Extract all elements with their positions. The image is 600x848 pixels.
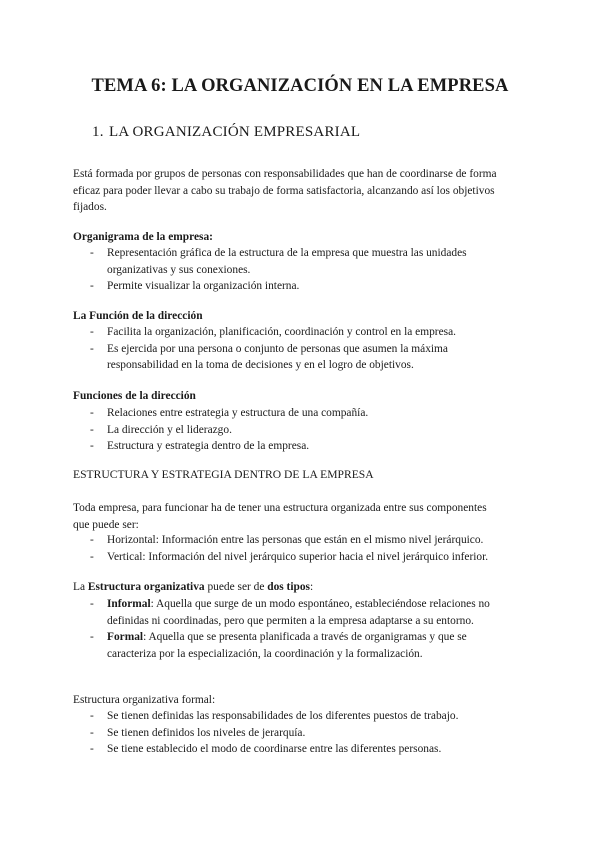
tipos-bold-count: dos tipos <box>267 581 310 593</box>
formal-text: : Aquella que se presenta planificada a través de organigramas y que se <box>143 631 467 643</box>
informal-label: Informal <box>107 598 151 610</box>
formal-list <box>73 708 533 758</box>
list-item <box>73 549 533 566</box>
list-item <box>73 245 533 278</box>
funciones-list <box>73 405 533 455</box>
organigrama-label: Organigrama de la empresa: <box>73 231 213 243</box>
tipos-suffix: : <box>309 581 314 593</box>
list-item-line: Se tienen definidas las responsabilidades de los diferentes puestos de trabajo. <box>107 710 459 722</box>
list-item-line: Se tiene establecido el modo de coordinarse entre las diferentes personas. <box>107 743 442 755</box>
formal-label: Formal <box>107 631 144 643</box>
dash-marker: - <box>90 598 94 610</box>
dash-marker: - <box>90 726 94 739</box>
list-item-line <box>107 596 533 613</box>
intro-line: fijados. <box>73 201 107 213</box>
list-item-line: definidas ni coordinadas, pero que permiten a la empresa adaptarse a su entorno. <box>107 614 474 627</box>
tipos-list <box>73 596 533 662</box>
list-item-line: Representación gráfica de la estructura de la empresa que muestra las unidades <box>107 247 467 259</box>
list-item <box>73 629 533 662</box>
dash-marker: - <box>90 326 94 338</box>
funcion-label: La Función de la dirección <box>73 310 203 322</box>
section-heading <box>92 124 360 141</box>
list-item <box>73 741 533 758</box>
dash-marker: - <box>90 247 94 259</box>
list-item <box>73 422 533 439</box>
list-item-line: Es ejercida por una persona o conjunto de personas que asumen la máxima <box>107 342 448 355</box>
dash-marker: - <box>90 342 94 355</box>
estructura-line: Toda empresa, para funcionar ha de tener una estructura organizada entre sus componentes <box>73 502 487 514</box>
list-item <box>73 438 533 455</box>
dash-marker: - <box>90 550 94 563</box>
list-item-line: Estructura y estrategia dentro de la empresa. <box>107 440 310 452</box>
tipos-sentence <box>73 579 313 596</box>
list-item <box>73 725 533 742</box>
funciones-label: Funciones de la dirección <box>73 390 196 402</box>
list-item <box>73 341 533 374</box>
formal-label-heading: Estructura organizativa formal: <box>73 694 216 706</box>
list-item-line: caracteriza por la especialización, la coordinación y la formalización. <box>107 647 423 660</box>
section-number: 1. <box>92 124 104 140</box>
informal-text: : Aquella que surge de un modo espontáneo, estableciéndose relaciones no <box>150 598 490 610</box>
list-item-line: responsabilidad en la toma de decisiones y en el logro de objetivos. <box>107 359 414 371</box>
estructura-paragraph <box>73 500 533 533</box>
estructura-line: que puede ser: <box>73 518 139 531</box>
list-item <box>73 596 533 629</box>
list-item <box>73 405 533 422</box>
dash-marker: - <box>90 440 94 452</box>
dash-marker: - <box>90 423 94 436</box>
list-item-line: organizativas y sus conexiones. <box>107 263 251 276</box>
dash-marker: - <box>90 534 94 546</box>
list-item-line: Vertical: Información del nivel jerárquico superior hacia el nivel jerárquico inferior. <box>107 550 489 563</box>
funcion-list <box>73 324 533 374</box>
intro-line: eficaz para poder llevar a cabo su trabajo de forma satisfactoria, alcanzando así los objetivos <box>73 184 495 197</box>
section-heading-text: LA ORGANIZACIÓN EMPRESARIAL <box>109 124 361 140</box>
list-item <box>73 532 533 549</box>
tipos-bold-term: Estructura organizativa <box>87 581 205 593</box>
list-item-line <box>107 629 533 646</box>
intro-line: Está formada por grupos de personas con responsabilidades que han de coordinarse de forma <box>73 168 497 180</box>
list-item-line: La dirección y el liderazgo. <box>107 423 232 436</box>
tipos-middle: puede ser de <box>204 581 268 593</box>
list-item <box>73 708 533 725</box>
estructura-list <box>73 532 533 565</box>
list-item <box>73 278 533 295</box>
dash-marker: - <box>90 631 94 643</box>
dash-marker: - <box>90 407 94 419</box>
list-item <box>73 324 533 341</box>
list-item-line: Facilita la organización, planificación, coordinación y control en la empresa. <box>107 326 456 338</box>
list-item-line: Se tienen definidos los niveles de jerarquía. <box>107 726 306 739</box>
dash-marker: - <box>90 743 94 755</box>
organigrama-list <box>73 245 533 295</box>
list-item-line: Relaciones entre estrategia y estructura de una compañía. <box>107 407 369 419</box>
list-item-line: Permite visualizar la organización interna. <box>107 280 300 292</box>
dash-marker: - <box>90 280 94 292</box>
list-item-line: Horizontal: Información entre las personas que están en el mismo nivel jerárquico. <box>107 534 484 546</box>
estructura-heading: ESTRUCTURA Y ESTRATEGIA DENTRO DE LA EMPRESA <box>73 468 374 481</box>
dash-marker: - <box>90 710 94 722</box>
intro-paragraph <box>73 166 533 216</box>
tipos-prefix: La <box>73 581 88 593</box>
page-title: TEMA 6: LA ORGANIZACIÓN EN LA EMPRESA <box>91 76 509 96</box>
